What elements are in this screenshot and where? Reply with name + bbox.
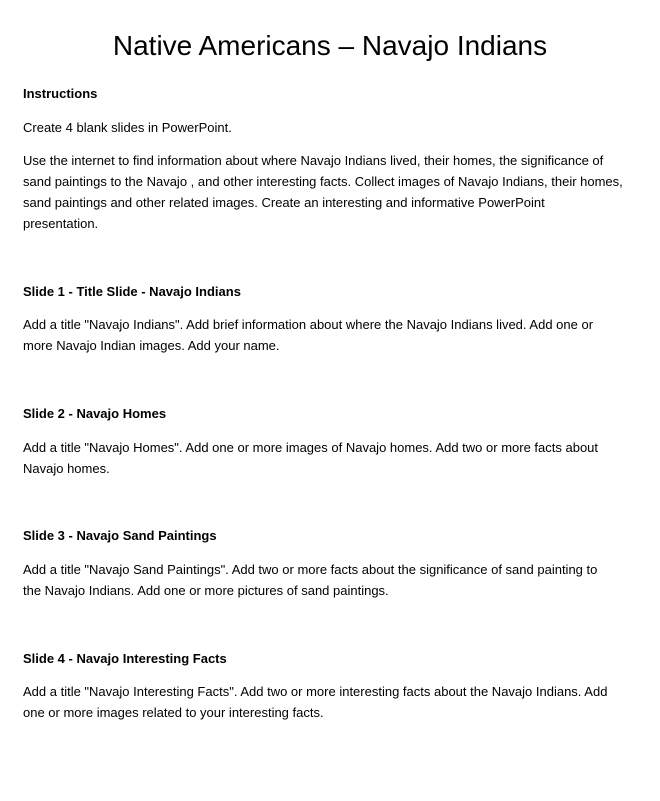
paragraph-line: sand paintings and other related images. Create an interesting and informative PowerPoint <box>23 195 545 210</box>
paragraph-line: presentation. <box>23 216 99 231</box>
paragraph-line: Navajo homes. <box>23 461 110 476</box>
paragraph-line: Add a title "Navajo Homes". Add one or more images of Navajo homes. Add two or more facts about <box>23 440 599 455</box>
paragraph-line: Add a title "Navajo Indians". Add brief information about where the Navajo Indians lived. Add one or <box>23 317 594 332</box>
paragraph-line: one or more images related to your interesting facts. <box>23 705 324 720</box>
document-title: Native Americans – Navajo Indians <box>112 30 548 61</box>
slide-4-body <box>23 681 653 723</box>
paragraph-line: Add a title "Navajo Interesting Facts". Add two or more interesting facts about the Navajo Indians. Add <box>23 684 608 699</box>
paragraph-line: sand paintings to the Navajo , and other interesting facts. Collect images of Navajo Indians, their homes, <box>23 174 623 189</box>
slide-2-heading: Slide 2 - Navajo Homes <box>23 406 167 421</box>
instructions-heading: Instructions <box>23 86 98 101</box>
slide-3-heading: Slide 3 - Navajo Sand Paintings <box>23 528 217 543</box>
paragraph-line: Add a title "Navajo Sand Paintings". Add two or more facts about the significance of sand painting to <box>23 562 598 577</box>
paragraph-line: Use the internet to find information about where Navajo Indians lived, their homes, the significance of <box>23 153 604 168</box>
paragraph-line: the Navajo Indians. Add one or more pictures of sand paintings. <box>23 583 389 598</box>
slide-4-heading: Slide 4 - Navajo Interesting Facts <box>23 651 227 666</box>
slide-3-body <box>23 559 653 601</box>
instructions-paragraph-2 <box>23 150 653 234</box>
slide-1-body <box>23 314 653 356</box>
paragraph-line: more Navajo Indian images. Add your name. <box>23 338 280 353</box>
instructions-line-1 <box>23 117 653 138</box>
slide-2-body <box>23 437 653 479</box>
slide-1-heading: Slide 1 - Title Slide - Navajo Indians <box>23 284 241 299</box>
paragraph-line: Create 4 blank slides in PowerPoint. <box>23 120 232 135</box>
